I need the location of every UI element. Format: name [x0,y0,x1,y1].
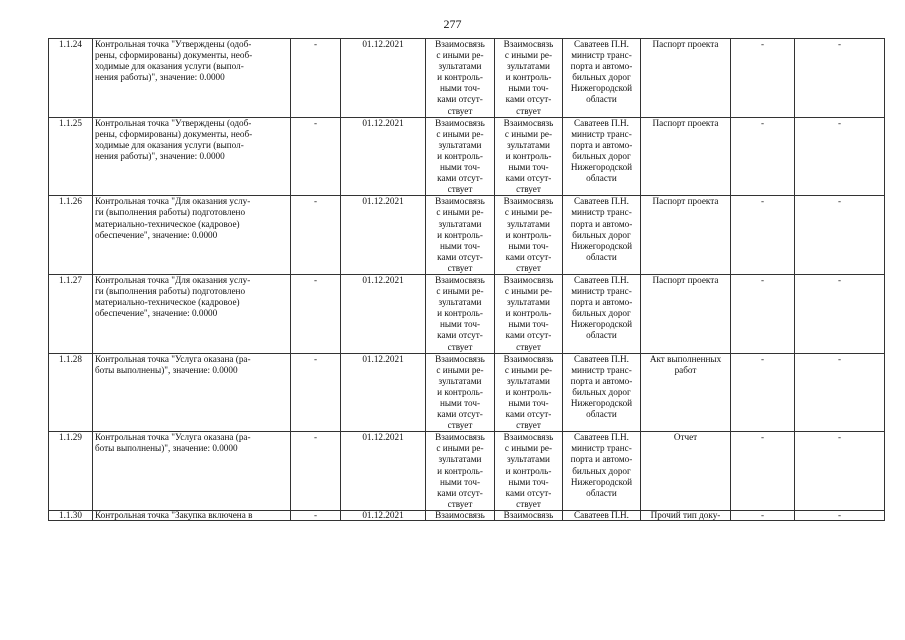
row-col9-text: - [760,196,765,207]
row-link-points-text: Взаимосвязь с иными ре- зультатами и контроль- ными точ- ками отсут- ствует [503,274,554,352]
row-description [93,39,291,118]
row-document [641,274,731,353]
row-col9 [731,432,795,511]
row-col3-text: - [313,510,318,520]
row-link-results-text: Взаимосвязь [435,510,485,520]
row-date-text: 01.12.2021 [362,432,404,443]
row-col9-text: - [760,274,765,285]
row-col9-text: - [760,353,765,364]
row-col9-text: - [760,432,765,443]
row-number-text: 1.1.26 [59,196,82,207]
row-responsible [563,432,641,511]
row-date-text: 01.12.2021 [362,117,404,128]
row-col10-text: - [837,196,842,207]
row-link-results [426,39,495,118]
row-link-results [426,117,495,196]
row-col9 [731,117,795,196]
row-link-points-text: Взаимосвязь с иными ре- зультатами и контроль- ными точ- ками отсут- ствует [503,117,554,195]
row-number [49,274,93,353]
row-responsible [563,117,641,196]
row-col10-text: - [837,432,842,443]
row-link-results [426,196,495,275]
row-description [93,196,291,275]
row-number-text: 1.1.28 [59,353,82,364]
row-number [49,432,93,511]
row-date [341,353,426,432]
row-col10 [795,117,885,196]
row-col3 [291,432,341,511]
row-link-results-text: Взаимосвязь с иными ре- зультатами и контроль- ными точ- ками отсут- ствует [435,432,485,509]
row-date-text: 01.12.2021 [362,510,404,520]
table-row [49,353,885,432]
row-responsible-text: Саватеев П.Н. министр транс- порта и автомо- бильных дорог Нижегородской области [570,432,633,498]
row-link-results-text: Взаимосвязь с иными ре- зультатами и контроль- ными точ- ками отсут- ствует [435,353,485,431]
row-col9-text: - [760,39,765,49]
row-col10-text: - [837,39,842,49]
row-number [49,510,93,520]
row-col3 [291,274,341,353]
row-col10-text: - [837,510,842,520]
row-date [341,196,426,275]
row-col10-text: - [837,117,842,128]
row-col3 [291,196,341,275]
control-points-table [48,38,885,521]
row-number [49,117,93,196]
table-row [49,117,885,196]
row-document-text: Паспорт проекта [652,117,719,128]
row-date [341,274,426,353]
row-date [341,39,426,118]
row-link-results-text: Взаимосвязь с иными ре- зультатами и контроль- ными точ- ками отсут- ствует [435,117,485,195]
row-link-points [495,353,563,432]
row-document-text: Паспорт проекта [652,39,719,49]
row-link-points [495,510,563,520]
row-link-results [426,510,495,520]
row-link-points-text: Взаимосвязь с иными ре- зультатами и контроль- ными точ- ками отсут- ствует [503,432,554,509]
row-link-points [495,274,563,353]
row-description-text: Контрольная точка "Утверждены (одоб- рены, сформированы) документы, необ- ходимые для оказания услуги (выпол- нения работы)", значение: 0.0000 [95,117,253,161]
row-col9 [731,196,795,275]
row-col3-text: - [313,432,318,443]
row-col9 [731,274,795,353]
row-col3 [291,510,341,520]
row-link-points-text: Взаимосвязь с иными ре- зультатами и контроль- ными точ- ками отсут- ствует [503,39,554,116]
row-responsible [563,510,641,520]
row-col3 [291,39,341,118]
row-date [341,117,426,196]
row-col10 [795,353,885,432]
row-number [49,39,93,118]
row-responsible-text: Саватеев П.Н. министр транс- порта и автомо- бильных дорог Нижегородской области [570,117,633,184]
row-description-text: Контрольная точка "Для оказания услу- ги (выполнения работы) подготовлено материально-техническое (кадровое) обеспечение", значение: 0.0000 [95,196,251,240]
table-row [49,432,885,511]
row-document [641,196,731,275]
row-col10 [795,39,885,118]
row-col3 [291,353,341,432]
row-date [341,510,426,520]
row-col9-text: - [760,117,765,128]
row-date-text: 01.12.2021 [362,196,404,207]
row-description [93,510,291,520]
row-date-text: 01.12.2021 [362,353,404,364]
row-link-results-text: Взаимосвязь с иными ре- зультатами и контроль- ными точ- ками отсут- ствует [435,39,485,116]
row-description-text: Контрольная точка "Закупка включена в [95,510,253,520]
row-document [641,353,731,432]
row-document-text: Паспорт проекта [652,196,719,207]
row-number [49,196,93,275]
row-col10-text: - [837,353,842,364]
row-description [93,274,291,353]
row-col10 [795,432,885,511]
row-number-text: 1.1.29 [59,432,82,443]
row-link-points [495,196,563,275]
row-col10 [795,510,885,520]
row-link-points [495,39,563,118]
row-document-text: Прочий тип доку- [650,510,721,520]
row-document-text: Паспорт проекта [652,274,719,285]
row-col9-text: - [760,510,765,520]
row-col10 [795,196,885,275]
row-link-points-text: Взаимосвязь [503,510,554,520]
row-document-text: Отчет [673,432,698,443]
row-date [341,432,426,511]
row-responsible-text: Саватеев П.Н. министр транс- порта и автомо- бильных дорог Нижегородской области [570,196,633,262]
row-document-text: Акт выполненных работ [649,353,722,375]
page-number: 277 [443,17,462,31]
row-col10 [795,274,885,353]
row-description [93,353,291,432]
table-body [49,39,885,521]
row-responsible [563,196,641,275]
row-col9 [731,39,795,118]
row-link-results [426,274,495,353]
row-document [641,432,731,511]
row-date-text: 01.12.2021 [362,39,404,49]
row-col10-text: - [837,274,842,285]
row-number-text: 1.1.24 [59,39,82,49]
row-document [641,510,731,520]
row-col3 [291,117,341,196]
row-description [93,117,291,196]
row-date-text: 01.12.2021 [362,274,404,285]
row-col9 [731,353,795,432]
row-link-points-text: Взаимосвязь с иными ре- зультатами и контроль- ными точ- ками отсут- ствует [503,196,554,273]
table-row [49,274,885,353]
row-link-results [426,353,495,432]
row-responsible-text: Саватеев П.Н. [574,510,629,520]
row-responsible [563,39,641,118]
row-description-text: Контрольная точка "Услуга оказана (ра- боты выполнены)", значение: 0.0000 [95,432,251,454]
row-link-points [495,432,563,511]
row-description [93,432,291,511]
row-description-text: Контрольная точка "Услуга оказана (ра- боты выполнены)", значение: 0.0000 [95,353,251,375]
table-row [49,196,885,275]
row-responsible-text: Саватеев П.Н. министр транс- порта и автомо- бильных дорог Нижегородской области [570,274,633,341]
row-responsible-text: Саватеев П.Н. министр транс- порта и автомо- бильных дорог Нижегородской области [570,39,633,105]
row-col3-text: - [313,196,318,207]
row-link-results [426,432,495,511]
row-link-results-text: Взаимосвязь с иными ре- зультатами и контроль- ными точ- ками отсут- ствует [435,274,485,352]
row-responsible [563,353,641,432]
row-number-text: 1.1.25 [59,117,82,128]
row-description-text: Контрольная точка "Для оказания услу- ги (выполнения работы) подготовлено материально-техническое (кадровое) обеспечение", значение: 0.0000 [95,274,251,319]
row-document [641,117,731,196]
row-col9 [731,510,795,520]
row-responsible [563,274,641,353]
row-responsible-text: Саватеев П.Н. министр транс- порта и автомо- бильных дорог Нижегородской области [570,353,633,420]
row-col3-text: - [313,274,318,285]
row-col3-text: - [313,353,318,364]
row-number-text: 1.1.30 [59,510,82,520]
row-document [641,39,731,118]
row-number-text: 1.1.27 [59,274,82,285]
row-description-text: Контрольная точка "Утверждены (одоб- рены, сформированы) документы, необ- ходимые для оказания услуги (выпол- нения работы)", значение: 0.0000 [95,39,253,83]
row-link-points [495,117,563,196]
row-number [49,353,93,432]
row-col3-text: - [313,117,318,128]
row-link-results-text: Взаимосвязь с иными ре- зультатами и контроль- ными точ- ками отсут- ствует [435,196,485,273]
row-col3-text: - [313,39,318,49]
table-row [49,510,885,520]
row-link-points-text: Взаимосвязь с иными ре- зультатами и контроль- ными точ- ками отсут- ствует [503,353,554,431]
table-row [49,39,885,118]
